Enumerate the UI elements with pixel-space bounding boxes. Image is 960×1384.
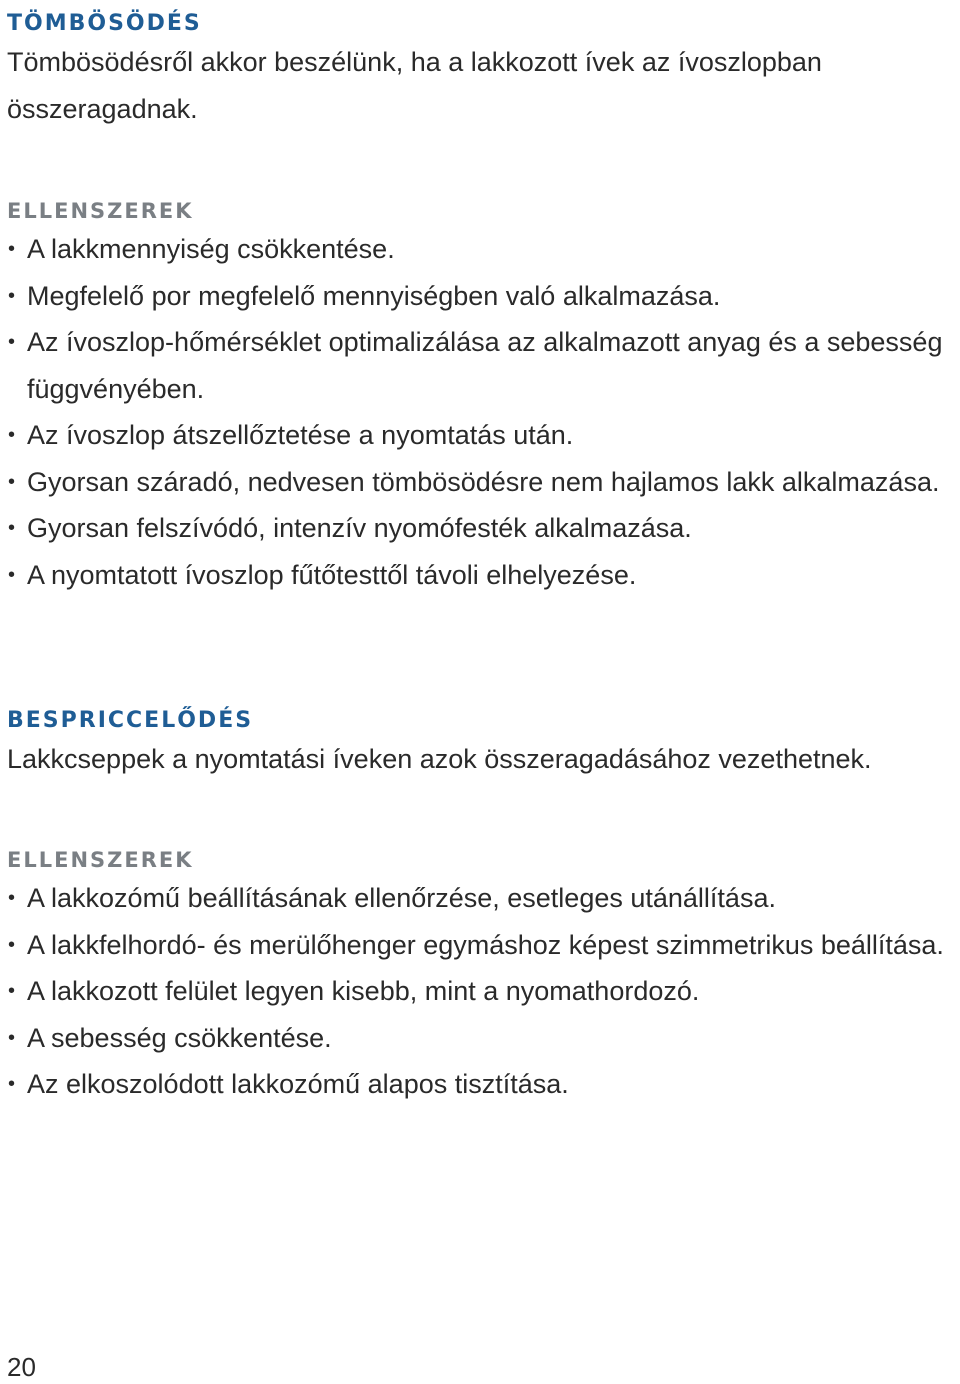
page-number: 20 (7, 1352, 36, 1382)
section-description-tombosodes: Tömbösödésről akkor beszélünk, ha a lakkozott ívek az ívoszlopban összeragadnak. (7, 47, 822, 124)
bullet-icon: • (8, 980, 16, 1002)
section-description-bespriccelodes: Lakkcseppek a nyomtatási íveken azok összeragadásához vezethetnek. (7, 744, 872, 774)
list-item (0, 968, 960, 1015)
list-item-text: Az ívoszlop-hőmérséklet optimalizálása az alkalmazott anyag és a sebesség függvényében. (27, 327, 943, 404)
section-tombosodes (0, 9, 960, 132)
bullet-icon: • (8, 284, 16, 307)
list-item (0, 875, 960, 922)
list-item-text: A lakkozómű beállításának ellenőrzése, esetleges utánállítása. (27, 883, 776, 913)
list-item (0, 273, 960, 320)
bullet-icon: • (8, 887, 16, 909)
list-item-text: A lakkozott felület legyen kisebb, mint a nyomathordozó. (27, 976, 700, 1006)
bullet-icon: • (8, 424, 16, 446)
list-item-text: A sebesség csökkentése. (27, 1022, 332, 1053)
list-item-text: Gyorsan felszívódó, intenzív nyomófesték alkalmazása. (27, 513, 692, 543)
remedies-heading-2: ELLENSZEREK (7, 848, 194, 872)
remedies-section-2 (0, 845, 960, 1108)
list-item (0, 412, 960, 459)
bullet-icon: • (8, 1026, 16, 1049)
list-item-text: Gyorsan száradó, nedvesen tömbösödésre nem hajlamos lakk alkalmazása. (27, 466, 940, 497)
section-heading-bespriccelodes: BESPRICCELŐDÉS (7, 708, 254, 733)
remedies-list-1 (0, 226, 960, 598)
list-item (0, 505, 960, 552)
list-item-text: A nyomtatott ívoszlop fűtőtesttől távoli elhelyezése. (27, 559, 637, 590)
bullet-icon: • (8, 238, 16, 260)
list-item (0, 459, 960, 506)
section-heading-tombosodes: TÖMBÖSÖDÉS (7, 11, 202, 36)
remedies-section-1 (0, 196, 960, 598)
list-item-text: Megfelelő por megfelelő mennyiségben való alkalmazása. (27, 280, 721, 311)
list-item (0, 1061, 960, 1108)
bullet-icon: • (8, 470, 16, 493)
remedies-list-2 (0, 875, 960, 1108)
list-item-text: A lakkmennyiség csökkentése. (27, 234, 395, 264)
list-item (0, 226, 960, 273)
bullet-icon: • (8, 933, 16, 956)
bullet-icon: • (8, 517, 16, 539)
bullet-icon: • (8, 331, 16, 353)
list-item-text: Az ívoszlop átszellőztetése a nyomtatás után. (27, 420, 574, 450)
section-bespriccelodes (0, 706, 960, 783)
list-item (0, 319, 960, 412)
bullet-icon: • (8, 563, 16, 586)
bullet-icon: • (8, 1073, 16, 1095)
list-item-text: A lakkfelhordó- és merülőhenger egymáshoz képest szimmetrikus beállítása. (27, 929, 944, 960)
list-item (0, 552, 960, 599)
list-item (0, 1015, 960, 1062)
list-item-text: Az elkoszolódott lakkozómű alapos tisztítása. (27, 1069, 569, 1099)
list-item (0, 922, 960, 969)
remedies-heading-1: ELLENSZEREK (7, 199, 194, 223)
